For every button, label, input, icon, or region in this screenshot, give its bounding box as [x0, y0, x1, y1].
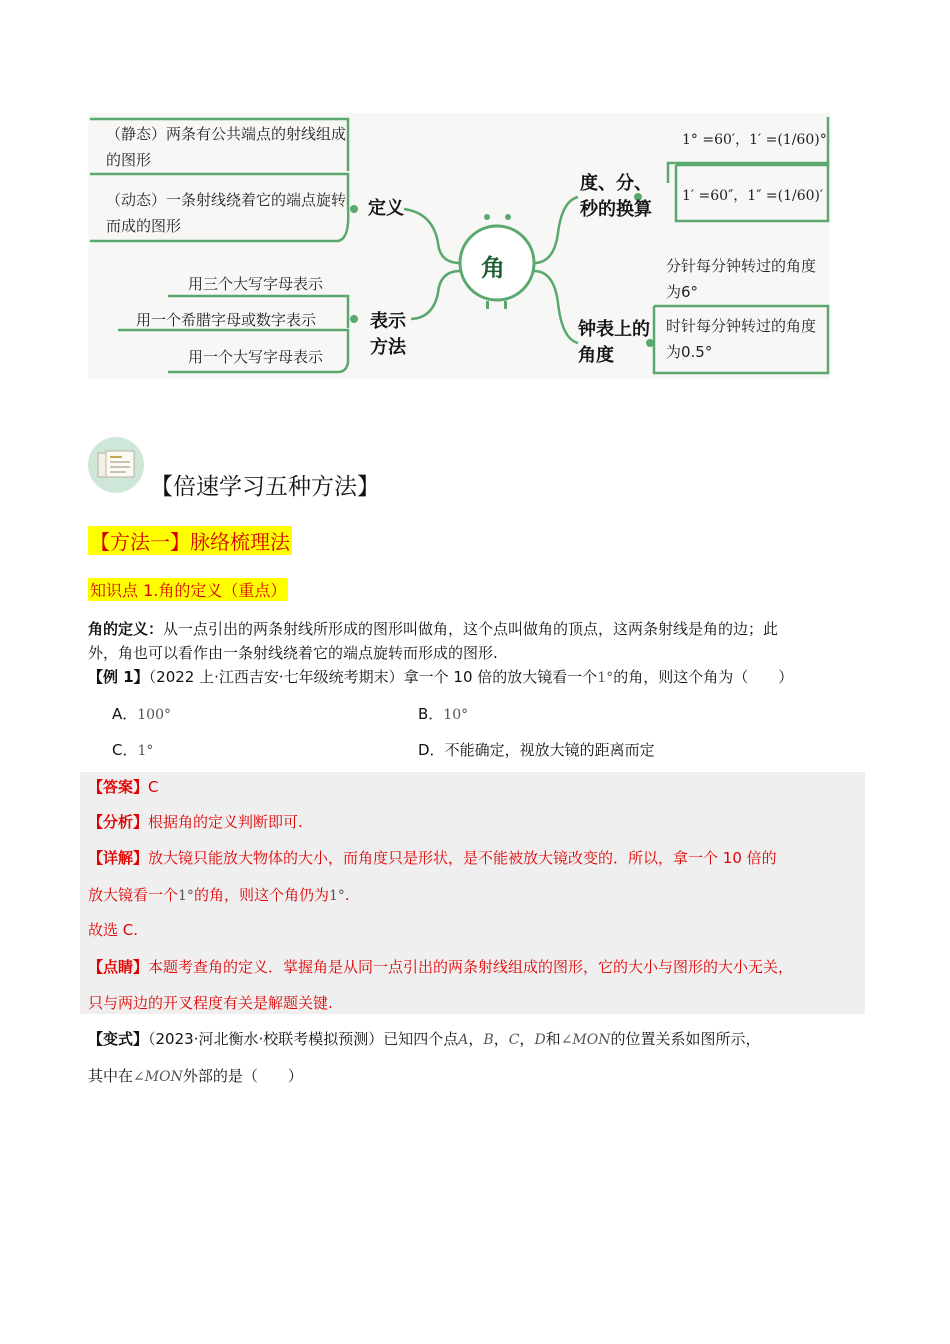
mind-map — [88, 113, 830, 379]
definition-line-1 — [88, 617, 778, 641]
point-text-1: 本题考查角的定义．掌握角是从同一点引出的两条射线组成的图形，它的大小与图形的大小无关， — [148, 958, 794, 976]
notation-item-2: 用一个希腊字母或数字表示 — [136, 311, 317, 329]
conversion-row-1: 1° =60′，1′ =(1/60)° — [682, 132, 827, 148]
definition-label: 角的定义： — [88, 620, 164, 638]
variant-label: 【变式】 — [88, 1030, 149, 1048]
analysis-line — [88, 810, 303, 834]
variant-sep-2: ， — [493, 1030, 509, 1048]
detail-text-2a: 放大镜看一个 — [88, 886, 179, 904]
section-title: 【倍速学习五种方法】 — [150, 474, 380, 500]
conversion-label: 度、分、秒的换算 — [580, 173, 652, 220]
answer-label: 【答案】 — [88, 778, 149, 796]
example-1-stem-math: 1° — [597, 670, 614, 686]
analysis-text: 根据角的定义判断即可. — [148, 813, 303, 831]
variant-sep-1: ， — [468, 1030, 484, 1048]
option-b[interactable] — [418, 702, 468, 727]
variant-sep-3: ， — [519, 1030, 535, 1048]
answer-value: C — [148, 778, 159, 796]
detail-line-2 — [88, 883, 350, 908]
choose-line: 故选 C. — [88, 921, 139, 939]
detail-text-2c: . — [344, 886, 350, 904]
variant-line2-a: 其中在 — [88, 1067, 134, 1085]
example-1-stem-b: 的角，则这个角为（ ） — [613, 668, 794, 686]
variant-line-1 — [88, 1027, 761, 1052]
option-a-key: A． — [112, 705, 138, 723]
point-d: D — [534, 1032, 546, 1048]
angle-mon: ∠MON — [560, 1032, 611, 1048]
variant-text-c: 的位置关系如图所示， — [610, 1030, 761, 1048]
knowledge-point-1-heading: 知识点 1.角的定义（重点） — [88, 578, 288, 601]
conversion-row-2: 1′ =60″，1″ =(1/60)′ — [682, 188, 824, 204]
option-a[interactable] — [112, 702, 171, 727]
example-1-source: （2022 上·江西吉安·七年级统考期末） — [148, 668, 404, 686]
clock-label: 钟表上的角度 — [578, 319, 650, 366]
variant-line2-b: 外部的是（ ） — [182, 1067, 303, 1085]
variant-source: （2023·河北衡水·校联考模拟预测） — [148, 1030, 384, 1048]
point-label: 【点睛】 — [88, 958, 149, 976]
def-dynamic-text: （动态）一条射线绕着它的端点旋转而成的图形 — [106, 191, 347, 235]
detail-math-1: 1° — [178, 888, 194, 904]
def-label: 定义 — [368, 198, 404, 219]
definition-text-1: 从一点引出的两条射线所形成的图形叫做角，这个点叫做角的顶点，这两条射线是角的边；此 — [163, 620, 779, 638]
clock-minute-text: 分针每分钟转过的角度为6° — [666, 257, 817, 301]
clock-hour-text: 时针每分钟转过的角度为0.5° — [666, 317, 817, 361]
point-line-1 — [88, 955, 793, 979]
method-1-heading: 【方法一】脉络梳理法 — [88, 526, 292, 555]
detail-label: 【详解】 — [88, 849, 149, 867]
option-d-key: D． — [418, 741, 445, 759]
option-c-value: 1° — [137, 743, 154, 759]
detail-text-1: 放大镜只能放大物体的大小，而角度只是形状，是不能被放大镜改变的．所以，拿一个 10 倍的 — [148, 849, 777, 867]
example-1-stem-a: 拿一个 10 倍的放大镜看一个 — [403, 668, 598, 686]
option-a-value: 100° — [137, 707, 171, 723]
variant-text-a: 已知四个点 — [383, 1030, 459, 1048]
answer-line — [88, 775, 159, 799]
example-1-stem — [88, 665, 793, 690]
variant-text-b: 和 — [545, 1030, 561, 1048]
point-b: B — [483, 1032, 494, 1048]
example-1-label: 【例 1】 — [88, 668, 149, 686]
detail-line-1 — [88, 846, 777, 870]
analysis-label: 【分析】 — [88, 813, 149, 831]
detail-text-2b: 的角，则这个角仍为 — [193, 886, 329, 904]
notebook-icon — [88, 437, 144, 493]
notation-label: 表示方法 — [370, 311, 406, 358]
option-b-value: 10° — [443, 707, 469, 723]
option-d[interactable] — [418, 738, 655, 762]
detail-math-2: 1° — [328, 888, 345, 904]
option-d-value: 不能确定，视放大镜的距离而定 — [444, 741, 655, 759]
notation-item-1: 用三个大写字母表示 — [188, 275, 324, 293]
point-line-2: 只与两边的开叉程度有关是解题关键. — [88, 994, 333, 1012]
variant-line-2 — [88, 1064, 303, 1089]
angle-mon-2: ∠MON — [133, 1069, 183, 1085]
notation-item-3: 用一个大写字母表示 — [188, 348, 324, 366]
def-static-text: （静态）两条有公共端点的射线组成的图形 — [106, 125, 347, 169]
option-c[interactable] — [112, 738, 153, 763]
definition-line-2: 外，角也可以看作由一条射线绕着它的端点旋转而形成的图形. — [88, 644, 498, 662]
center-node: 角 — [481, 254, 505, 282]
point-c: C — [508, 1032, 520, 1048]
option-c-key: C． — [112, 741, 138, 759]
point-a: A — [458, 1032, 469, 1048]
option-b-key: B． — [418, 705, 444, 723]
